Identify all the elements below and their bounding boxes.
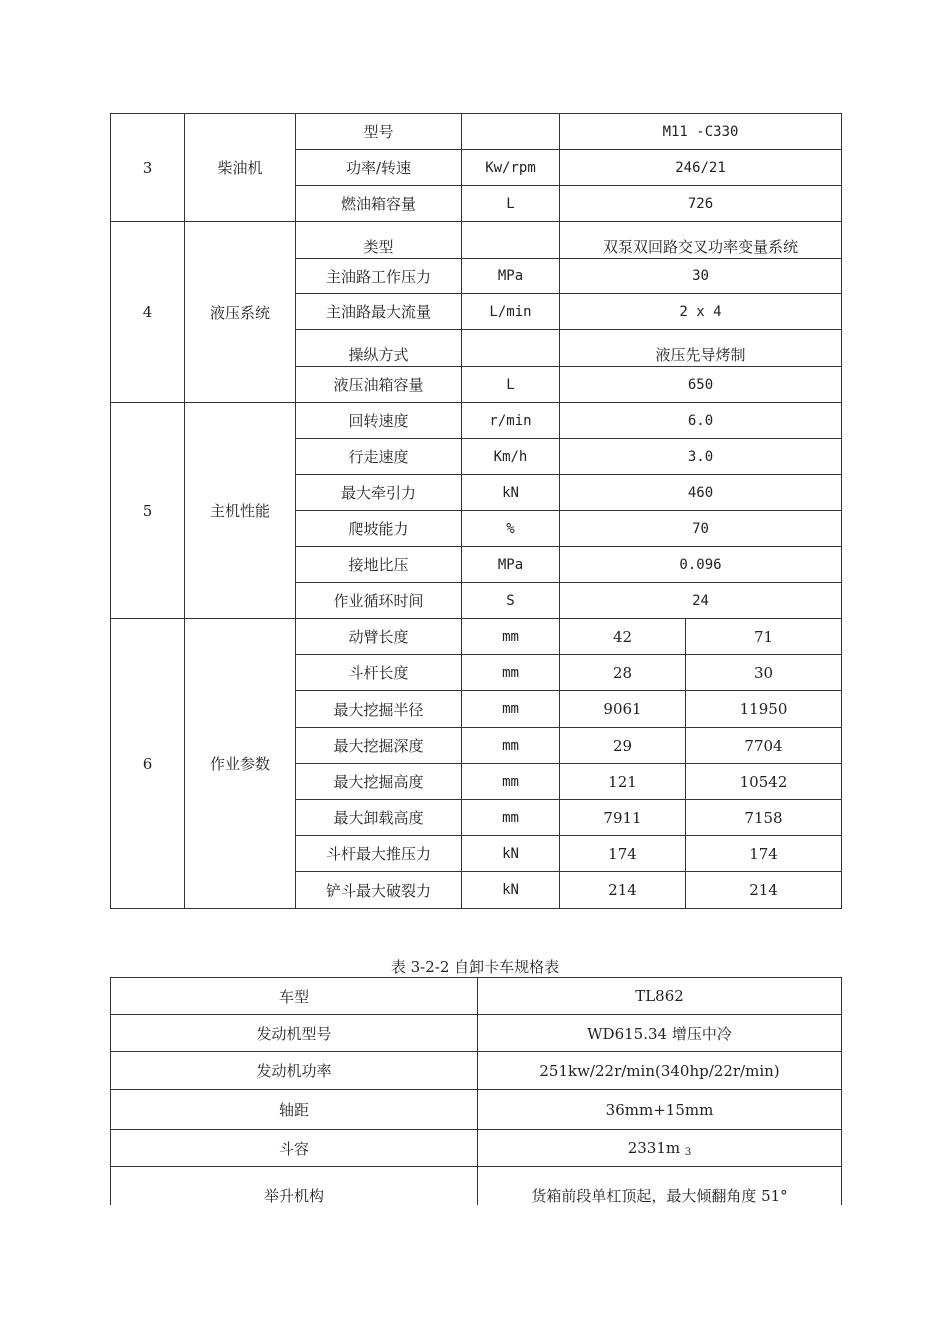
param-value-2: 71: [686, 619, 842, 655]
table-row: [111, 1167, 842, 1206]
group-name: 柴油机: [185, 114, 296, 222]
param-name: 主油路最大流量: [296, 294, 462, 330]
param-unit: MPa: [462, 547, 560, 583]
param-value-2: 174: [686, 836, 842, 872]
param-name: 行走速度: [296, 439, 462, 475]
param-name: 斗杆长度: [296, 655, 462, 691]
param-name: 回转速度: [296, 403, 462, 439]
spec-value-text: TL862: [635, 987, 684, 1005]
param-value-1: 9061: [560, 691, 686, 728]
param-unit: L: [462, 367, 560, 403]
param-unit: L: [462, 186, 560, 222]
param-value: 460: [560, 475, 842, 511]
param-name: 最大卸载高度: [296, 800, 462, 836]
param-unit: S: [462, 583, 560, 619]
param-name: 主油路工作压力: [296, 259, 462, 294]
param-value: 双泵双回路交叉功率变量系统: [560, 222, 842, 259]
param-value-1: 214: [560, 872, 686, 909]
param-value: 2 x 4: [560, 294, 842, 330]
param-value-2: 10542: [686, 764, 842, 800]
group-number: 6: [111, 619, 185, 909]
param-name: 类型: [296, 222, 462, 259]
table-row: [111, 1052, 842, 1090]
param-value: 246/21: [560, 150, 842, 186]
param-unit: %: [462, 511, 560, 547]
table-row: [111, 1090, 842, 1130]
spec-label: 举升机构: [111, 1167, 478, 1206]
spec-value: [478, 978, 842, 1015]
spec-value-text: WD615.34 增压中冷: [587, 1024, 732, 1043]
param-value: 70: [560, 511, 842, 547]
spec-value-text: 2331m: [627, 1138, 681, 1157]
spec-label: 车型: [111, 978, 478, 1015]
table-row: [111, 1130, 842, 1167]
param-name: 操纵方式: [296, 330, 462, 367]
param-unit: mm: [462, 764, 560, 800]
param-unit: mm: [462, 655, 560, 691]
spec-value: [478, 1090, 842, 1130]
param-value-1: 42: [560, 619, 686, 655]
param-value-1: 29: [560, 728, 686, 764]
spec-value: [478, 1130, 842, 1167]
param-name: 爬坡能力: [296, 511, 462, 547]
param-value-2: 214: [686, 872, 842, 909]
table-row: [111, 1015, 842, 1052]
param-name: 作业循环时间: [296, 583, 462, 619]
param-value-2: 30: [686, 655, 842, 691]
param-unit: Kw/rpm: [462, 150, 560, 186]
param-unit: kN: [462, 872, 560, 909]
param-name: 型号: [296, 114, 462, 150]
spec-label: 轴距: [111, 1090, 478, 1130]
param-unit: kN: [462, 836, 560, 872]
group-number: 4: [111, 222, 185, 403]
param-name: 液压油箱容量: [296, 367, 462, 403]
param-unit: Km/h: [462, 439, 560, 475]
table-row: [111, 978, 842, 1015]
param-name: 最大挖掘深度: [296, 728, 462, 764]
param-unit: mm: [462, 691, 560, 728]
spec-value-text: 货箱前段单杠顶起，最大倾翻角度 51°: [531, 1187, 788, 1205]
param-unit: kN: [462, 475, 560, 511]
dump-truck-spec-table: [110, 977, 842, 1205]
param-value: 0.096: [560, 547, 842, 583]
param-value: 726: [560, 186, 842, 222]
spec-value: [478, 1015, 842, 1052]
param-value: M11 -C330: [560, 114, 842, 150]
param-value-1: 28: [560, 655, 686, 691]
spec-value-text: 251kw/22r/min(340hp/22r/min): [539, 1061, 780, 1080]
param-unit: mm: [462, 728, 560, 764]
param-value: 3.0: [560, 439, 842, 475]
param-unit: L/min: [462, 294, 560, 330]
unit-superscript: 3: [684, 1146, 692, 1158]
param-value-1: 121: [560, 764, 686, 800]
spec-value: [478, 1167, 842, 1206]
param-name: 燃油箱容量: [296, 186, 462, 222]
spec-label: 发动机型号: [111, 1015, 478, 1052]
param-value: 液压先导烤制: [560, 330, 842, 367]
param-unit: mm: [462, 619, 560, 655]
group-name: 主机性能: [185, 403, 296, 619]
param-value: 650: [560, 367, 842, 403]
group-number: 3: [111, 114, 185, 222]
group-number: 5: [111, 403, 185, 619]
param-value: 30: [560, 259, 842, 294]
spec-value-text: 36mm+15mm: [605, 1100, 714, 1119]
table-caption: 表 3-2-2 自卸卡车规格表: [390, 958, 560, 976]
param-unit: r/min: [462, 403, 560, 439]
param-name: 最大挖掘高度: [296, 764, 462, 800]
param-name: 接地比压: [296, 547, 462, 583]
param-name: 最大挖掘半径: [296, 691, 462, 728]
param-name: 功率/转速: [296, 150, 462, 186]
param-value-1: 174: [560, 836, 686, 872]
param-value-1: 7911: [560, 800, 686, 836]
spec-value: [478, 1052, 842, 1090]
param-value-2: 11950: [686, 691, 842, 728]
group-name: 作业参数: [185, 619, 296, 909]
spec-label: 斗容: [111, 1130, 478, 1167]
param-value-2: 7704: [686, 728, 842, 764]
param-value: 24: [560, 583, 842, 619]
param-unit: MPa: [462, 259, 560, 294]
group-name: 液压系统: [185, 222, 296, 403]
param-value-2: 7158: [686, 800, 842, 836]
param-value: 6.0: [560, 403, 842, 439]
param-name: 斗杆最大推压力: [296, 836, 462, 872]
param-name: 动臂长度: [296, 619, 462, 655]
param-name: 铲斗最大破裂力: [296, 872, 462, 909]
param-name: 最大牵引力: [296, 475, 462, 511]
spec-label: 发动机功率: [111, 1052, 478, 1090]
param-unit: mm: [462, 800, 560, 836]
